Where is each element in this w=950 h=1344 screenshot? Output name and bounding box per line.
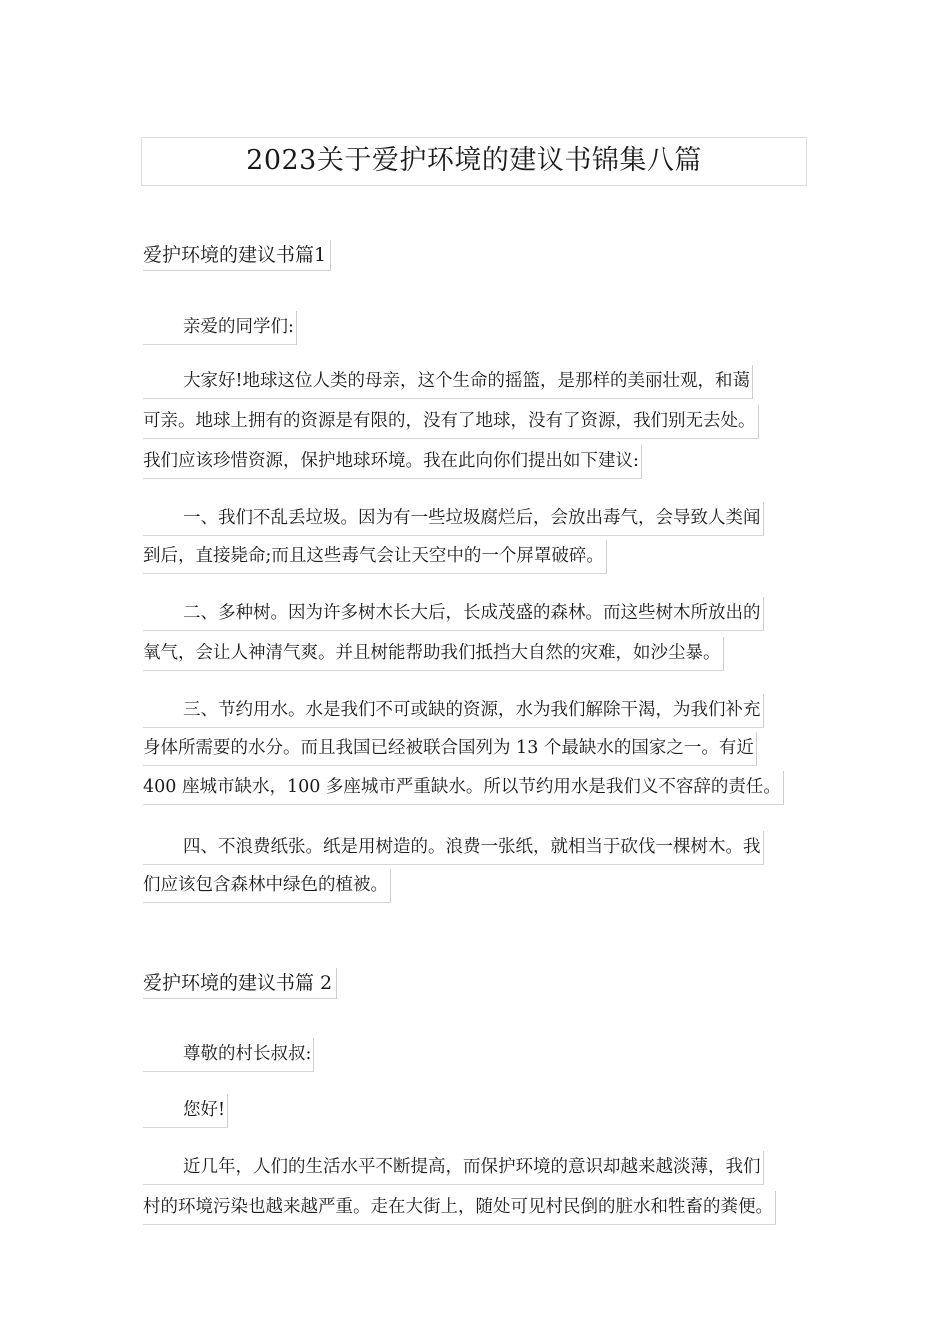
text-line: 氧气，会让人神清气爽。并且树能帮助我们抵挡大自然的灾难，如沙尘暴。	[143, 637, 724, 671]
text-line: 400 座城市缺水，100 多座城市严重缺水。所以节约用水是我们义不容辞的责任。	[143, 771, 784, 805]
text-line: 可亲。地球上拥有的资源是有限的，没有了地球，没有了资源，我们别无去处。	[143, 405, 759, 439]
text-line: 大家好!地球这位人类的母亲，这个生命的摇篮，是那样的美丽壮观，和蔼	[143, 365, 753, 399]
document-title: 2023关于爱护环境的建议书锦集八篇	[141, 137, 807, 186]
text-line: 二、多种树。因为许多树木长大后，长成茂盛的森林。而这些树木所放出的	[143, 597, 764, 631]
text-line: 亲爱的同学们:	[143, 311, 297, 345]
text-line: 三、节约用水。水是我们不可或缺的资源，水为我们解除干渴，为我们补充	[143, 694, 764, 728]
text-line: 我们应该珍惜资源，保护地球环境。我在此向你们提出如下建议:	[143, 445, 642, 479]
text-line: 村的环境污染也越来越严重。走在大街上，随处可见村民倒的脏水和牲畜的粪便。	[143, 1191, 776, 1225]
section-heading-1: 爱护环境的建议书篇1	[143, 240, 331, 271]
text-line: 您好!	[143, 1094, 228, 1128]
text-line: 们应该包含森林中绿色的植被。	[143, 869, 391, 903]
text-line: 四、不浪费纸张。纸是用树造的。浪费一张纸，就相当于砍伐一棵树木。我	[143, 831, 764, 865]
text-line: 一、我们不乱丢垃圾。因为有一些垃圾腐烂后，会放出毒气，会导致人类闻	[143, 502, 764, 536]
text-line: 身体所需要的水分。而且我国已经被联合国列为 13 个最缺水的国家之一。有近	[143, 732, 757, 766]
text-line: 尊敬的村长叔叔:	[143, 1038, 314, 1072]
text-line: 近几年，人们的生活水平不断提高，而保护环境的意识却越来越淡薄，我们	[143, 1151, 764, 1185]
section-heading-2: 爱护环境的建议书篇 2	[143, 968, 337, 999]
text-line: 到后，直接毙命;而且这些毒气会让天空中的一个屏罩破碎。	[143, 540, 607, 574]
